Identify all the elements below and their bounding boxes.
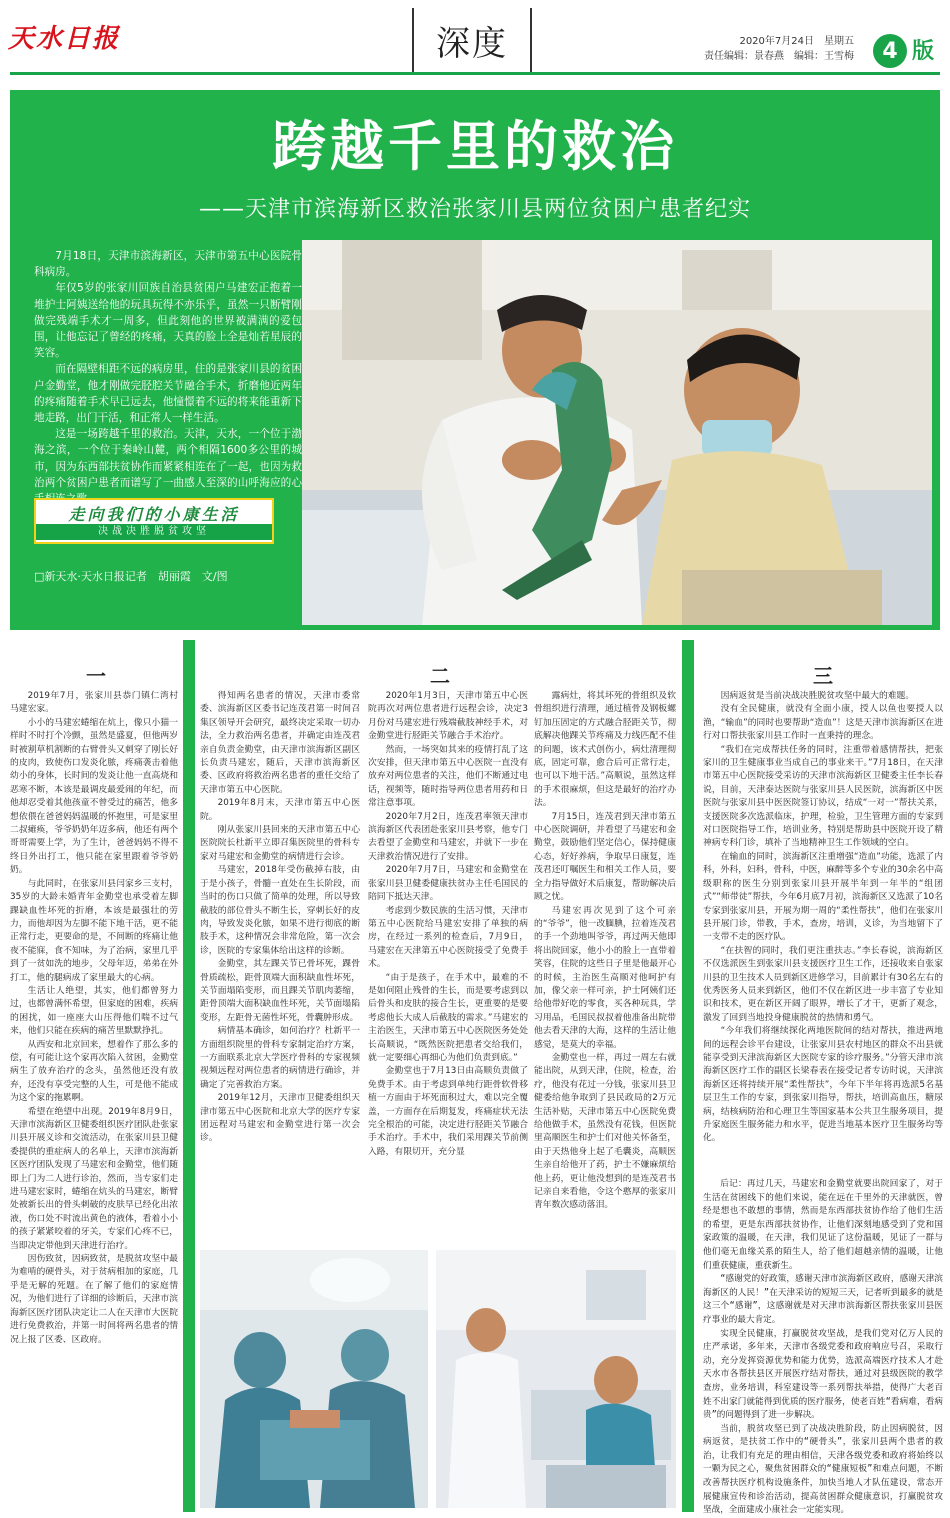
paragraph: 7月15日，连茂君到天津市第五中心医院调研，并看望了马建宏和金勤堂，鼓励他们坚定信心，保持健康心态，好好养病，争取早日康复，连茂君还叮嘱医生和相关工作人员，要全力指导做好术后康复，帮助解决后顾之忧。 bbox=[534, 811, 676, 903]
article-column-1 bbox=[10, 690, 178, 1510]
paragraph: 考虑到少数民族的生活习惯，天津市第五中心医院给马建宏安排了单独的病房，在经过一系列的检查后，7月9日，马建宏在天津第五中心医院接受了免费手术。 bbox=[368, 905, 528, 970]
masthead bbox=[8, 22, 208, 56]
paragraph: 2019年12月，天津市卫健委组织天津市第五中心医院和北京大学的医疗专家团远程对马建宏和金勤堂进行第一次会诊。 bbox=[200, 1093, 360, 1144]
header-meta bbox=[704, 34, 854, 64]
subheadline: ——天津市滨海新区救治张家川县两位贫困户患者纪实 bbox=[198, 197, 751, 222]
paragraph: 金勤堂也一样，再过一周左右就能出院，从到天津，住院，检查，治疗，他没有花过一分钱，张家川县卫健委给他争取到了县民政局的2万元生活补贴，天津市第五中心医院免费给他做手术，虽然没有花钱，但医院里高顺医生和护士们对他关怀备至，由于天热他身上起了毛囊炎，高顺医生亲自给他开了药，护士不嫌麻烦给他上药，更让他没想到的是连茂君书记亲自来看他，令这个憨厚的张家川青年数次感动落泪。 bbox=[534, 1052, 676, 1211]
paragraph: 2020年7月7日，马建宏和金勤堂在张家川县卫健委健康扶贫办主任毛国民的陪同下抵达天津。 bbox=[368, 865, 528, 903]
page-number-badge: 4 bbox=[873, 34, 907, 68]
paragraph: 2020年7月2日，连茂君率领天津市滨海新区代表团赴张家川县考察，他专门去看望了金勤堂和马建宏，并就下一步在天津救治情况进行了安排。 bbox=[368, 811, 528, 862]
banner-slogan: 走向我们的小康生活 bbox=[68, 505, 240, 524]
intro-paragraph: 年仅5岁的张家川回族自治县贫困户马建宏正抱着一堆护士阿姨送给他的玩具玩得不亦乐乎，虽然一只断臂刚做完残端手术才一周多，但此刻他的世界被满满的爱包围，让他忘记了曾经的疼痛，天真的脸上全是灿若星辰的笑容。 bbox=[34, 282, 302, 360]
afterword bbox=[703, 1178, 943, 1516]
header-divider bbox=[10, 72, 940, 75]
paragraph: 因病返贫是当前决战决胜脱贫攻坚中最大的难题。 bbox=[720, 691, 915, 701]
campaign-banner bbox=[34, 498, 274, 544]
afterword-paragraph: “感谢党的好政策，感谢天津市滨海新区政府，感谢天津滨海新区的人民！”在天津采访的短短三天，记者听到最多的就是这三个“感谢”，这感谢就是对天津市滨海新区帮扶张家川县医疗事业的最大肯定。 bbox=[703, 1274, 943, 1325]
headline: 跨越千里的救治 bbox=[272, 114, 678, 178]
paragraph: 因伤致贫，因病致贫，是脱贫攻坚中最为难啃的硬骨头，对于贫病相加的家庭，几乎是无解的死题。在了解了他们的家庭情况，为他们进行了详细的诊断后，天津市滨海新区医疗团队决定让二人在天津市大医院进行免费救治，并第一时间将两名患者的情况上报了区委、区政府。 bbox=[10, 1254, 178, 1345]
paragraph: 生活让人绝望，其实，他们都曾努力过，也都曾满怀希望，但家庭的困难，疾病的困扰，如一座座大山压得他们喘不过气来，他们只能在疾病的痛苦里默默挣扎。 bbox=[10, 985, 178, 1037]
paragraph: 马建宏再次见到了这个可亲的“爷爷”，他一改腼腆，拉着连茂君的手一个劲地叫爷爷，再过两天他即将出院回家，他小小的脸上一直带着笑容，住院的这些日子里是他最开心的时候，主治医生高顺对他呵护有加，像父亲一样可亲，护士阿姨们还给他带好吃的零食，买各种玩具，学习用品，毛国民叔叔着他准备出院带他去看天津的大海，这样的生活让他感觉，是莫大的幸福。 bbox=[534, 905, 676, 1050]
paragraph: 露病灶，将其坏死的骨组织及软骨组织进行清理，通过植骨及钢板螺钉加压固定的方式融合胫距关节，彻底解决他踝关节疼痛及力线匹配不佳的问题，该术式创伤小，病灶清理彻底，固定可靠，愈合后可正常行走，也可以下地干活。”高顺说，虽然这样的手术很麻烦，但这是最好的治疗办法。 bbox=[534, 691, 676, 809]
intro-paragraph: 这是一场跨越千里的救治。天津，天水，一个位于渤海之滨，一个位于秦岭山麓，两个相隔1600多公里的城市，因为东西部扶贫协作而紧紧相连在了一起，也因为救治两个贫困户患者而谱写了一曲感人至深的山呼海应的心 bbox=[34, 428, 302, 489]
column-divider bbox=[682, 640, 694, 1512]
article-column-2 bbox=[200, 690, 360, 1240]
paragraph: 得知两名患者的情况，天津市委常委、滨海新区区委书记连茂君第一时间召集区领导开会研究，最终决定采取一切办法，全力救治两名患者，并确定由连茂君亲自负责金勤堂，由天津市滨海新区副区长负责马建宏，随后，天津市滨海新区委、区政府将救治两名患者的重任交给了天津市第五中心医院。 bbox=[200, 691, 360, 795]
paragraph: 在输血的同时，滨海新区注重增强“造血”功能，选派了内科，外科，妇科，骨科，中医，麻醉等多个专业的30余名中高级职称的医生分别到张家川县开展半年到一年半的“组团式”“师带徒”帮扶，今年6月底7月初，滨海新区又选派了10名专家到张家川县，开展为期一周的“柔性帮扶”，他们在张家川县开展门诊，带教，手术，查房，培训，义诊，为当地留下了一支带不走的医疗队。 bbox=[703, 851, 943, 943]
main-photo bbox=[302, 240, 932, 625]
paragraph: “在扶智的同时，我们更注重扶志。”李长春说，滨海新区不仅选派医生到张家川县支援医疗卫生工作，还接收来自张家川县的卫生技术人员到新区进修学习，目前累计有30名左右的优秀医务人员来到新区，他们不仅在新区进一步丰富了专业知识和技术，更在新区开阔了眼界，增长了才干，更新了观念，激发了回到当地投身健康脱贫的热情和勇气。 bbox=[703, 945, 943, 1023]
surgery-photo bbox=[200, 1250, 428, 1508]
paragraph: “我们在完成帮扶任务的同时，注重带着感情帮扶，把张家川的卫生健康事业当成自己的事业来干。”7月18日，在天津市第五中心医院接受采访的天津市滨海新区卫健委主任李长春说，目前，天津泰达医院与张家川县人民医院，滨海新区中医医院与张家川县中医医院签订协议，结成“一对一”帮扶关系，支援医院多次选派临床，护理，检验，卫生管理方面的专家到对口医院指导工作，培训业务，特别是帮助县中医院开设了精神病专科门诊，填补了当地精神卫生工作领域的空白。 bbox=[703, 744, 943, 849]
intro-paragraph: 7月18日，天津市滨海新区，天津市第五中心医院骨科病房。 bbox=[34, 250, 302, 279]
section-heading-3: 三 bbox=[813, 664, 833, 688]
section-label-box bbox=[412, 8, 532, 72]
section-heading-1: 一 bbox=[86, 664, 106, 688]
article-column-3 bbox=[368, 690, 528, 1240]
intro-text bbox=[34, 248, 302, 507]
paragraph: 金勤堂也于7月13日由高顺负责做了免费手术。由于考虑到单纯行距骨软骨移植一方面由于坏死面积过大，难以完全覆盖，一方面存在后期复发，疼痛症状无法完全根治的可能，决定进行胫距关节融合手术治疗。手术中，我们采用踝关节前侧入路，有限切开，充分显 bbox=[368, 1066, 528, 1157]
paragraph: 希望在绝望中出现。2019年8月9日，天津市滨海新区卫健委组织医疗团队赴张家川县开展义诊和交流活动，在张家川县卫健委提供的重症病人的名单上，天津市滨海新区医疗团队发现了马建宏和金勤堂，他们随即上门为二人进行诊治，然而，当专家们走进马建宏家时，蜷缩在炕头的马建宏，断臂处被新长出的骨头刺破的皮肤早已经化出浓液，伤口处不时流出黄色的液体，看着小小的孩子紧紧咬着的牙关，专家们心疼不已，当即决定带他到天津进行治疗。 bbox=[10, 1106, 178, 1251]
afterword-paragraph: 后记：再过几天，马建宏和金勤堂就要出院回家了，对于生活在贫困线下的他们来说，能在远在千里外的天津就医，曾经是想也不敢想的事情，然而是东西部扶贫协作给了他们生活的希望，更是东西部扶贫协作，让他们深刻地感受到了党和国家政策的温暖，在天津，我们见证了这份温暖，见证了一群与他们毫无血缘关系的陌生人，给了他们超越亲情的温暖，让他们重获健康，重获新生。 bbox=[703, 1179, 943, 1271]
paragraph: 没有全民健康，就没有全面小康，授人以鱼也要授人以渔，“输血”的同时也要帮助“造血”！这是天津市滨海新区在进行对口帮扶张家川县工作时一直秉持的理念。 bbox=[703, 704, 943, 742]
paragraph: 病情基本确诊，如何治疗？杜新平一方面组织院里的骨科专家制定治疗方案，一方面联系北京大学医疗骨科的专家视频视频远程对两位患者的病情进行确诊，并确定了完善救治方案。 bbox=[200, 1026, 360, 1090]
section-heading-2: 二 bbox=[430, 664, 450, 688]
surgery-photo-illustration bbox=[200, 1250, 428, 1508]
afterword-paragraph: 当前，脱贫攻坚已到了决战决胜阶段，防止因病脱贫，因病返贫，是扶贫工作中的“硬骨头”，张家川县两个患者的救治，让我们有充足的理由相信，天津各级党委和政府将始终以一颗为民之心，聚焦贫困群众的“健康短板”和难点问题，不断改善帮扶医疗机构设施条件，加快当地人才队伍建设，常态开展健康宣传和诊治活动，提高贫困群众健康意识，打赢脱贫攻坚战，全面建成小康社会一定能实现。 bbox=[703, 1423, 943, 1516]
banner-subslogan: 决战决胜脱贫攻坚 bbox=[36, 524, 272, 540]
masthead-logo: 天水日报 bbox=[8, 24, 121, 54]
paragraph: 2019年7月，张家川县恭门镇仁湾村马建宏家。 bbox=[10, 691, 178, 715]
paragraph: 与此同时，在张家川县闫家乡三支村，35岁的大龄未婚青年金勤堂也承受着左脚踝缺血性坏死的折磨，本该是最强壮的劳力，而他却因为左脚不能下地干活，更不能正常行走，更要命的是，不间断的疼痛让他夜不能寐，食不知味，为了治病，家里几乎到了一贫如洗的地步，父母年迈，弟弟在外打工，他的腿病成了家里最大的心病。 bbox=[10, 878, 178, 983]
paragraph: 金勤堂，其左踝关节已骨坏死，踝骨骨质疏松，距骨顶端大面积缺血性坏死，关节面塌陷变形，而且踝关节肌肉萎缩，距骨顶端大面积缺血性坏死，关节面塌陷变形，左距骨无菌性坏死，骨囊肿形成。 bbox=[200, 959, 360, 1023]
page-label: 版 bbox=[912, 38, 935, 64]
paragraph: 小小的马建宏蜷缩在炕上，像只小猫一样时不时打个冷颤，虽然是盛夏，但他两岁时被割草机割断的右臂骨头又刺穿了刚长好的皮肉，致使伤口发炎化脓，疼痛袭击着他幼小的身体，长时间的发炎让他一直高烧和恶寒不断，本该是最调皮最爱闹的年纪，而他却忍受着其他孩童不曾受过的痛苦，他多想依偎在爸爸妈妈温暖的怀抱里，可是家里二叔瘫痪，爷爷奶奶年迈多病，他还有两个哥哥需要上学，为了生计，爸爸妈妈不得不终日外出打工，他只能在家里跟着爷爷奶奶。 bbox=[10, 717, 178, 876]
intro-paragraph: 而在隔壁相距不远的病房里，住的是张家川县的贫困户金勤堂，他才刚做完胫腔关节融合手术，折磨他近两年的疼痛随着手术早已远去，他憧憬着不远的将来能重新下地走路，出门干活，和正常人一样生活。 bbox=[34, 363, 302, 425]
issue-date: 2020年7月24日 星期五 bbox=[739, 36, 854, 47]
paragraph: 2019年8月末，天津市第五中心医院。 bbox=[200, 798, 360, 822]
column-divider bbox=[183, 640, 195, 1512]
byline: □新天水·天水日报记者 胡丽霞 文/图 bbox=[34, 570, 228, 583]
paragraph: 从西安和北京回来，想着作了那么多的偿，有可能让这个家再次陷入贫困，金勤堂病生了放弃治疗的念头，虽然他还没有放弃，还没有享受完整的人生，可是他不能成为这个家的拖累啊。 bbox=[10, 1039, 178, 1104]
paragraph: “今年我们将继续探化两地医院间的结对帮扶，推进两地间的远程会诊平台建设，让张家川县农村地区的群众不出县就能享受到天津滨海新区大医院专家的诊疗服务。”分管天津市滨海新区医疗工作的副区长梁春表在接受记者专访时说，天津滨海新区还将持续开展“柔性帮扶”，今年下半年将再选派5名基层卫生工作的专家，到张家川指导，帮扶，培训高血压，糖尿病，结核病防治和心理卫生等国家基本公共卫生服务项目，提升家庭医生服务能力和水平，促进当地基本医疗卫生服务均等化。 bbox=[703, 1026, 943, 1144]
hero-panel bbox=[10, 90, 940, 630]
paragraph: 2020年1月3日，天津市第五中心医院再次对两位患者进行远程会诊，决定3月份对马建宏进行残端截肢神经手术，对金勤堂进行胫距关节融合手术治疗。 bbox=[368, 691, 528, 742]
main-photo-illustration bbox=[302, 240, 932, 625]
article-column-5 bbox=[703, 690, 943, 1172]
paragraph: 刚从张家川县回来的天津市第五中心医院院长杜新平立即召集医院里的骨科专家对马建宏和金勤堂的病情进行会诊。 bbox=[200, 825, 360, 862]
paragraph: 马建宏，2018年受伤截掉右肢，由于是小孩子，骨髓一直处在生长阶段，而当时的伤口只做了简单的处理，所以导致截肢的部位骨头不断生长，穿刺长好的皮肉，导致发炎化脓，如果不进行彻底的断肢手术，这种情况会非常危险，第一次会诊，医院的专家集体给出这样的诊断。 bbox=[200, 865, 360, 956]
hospital-ward-photo-illustration bbox=[436, 1250, 676, 1508]
section-label: 深度 bbox=[436, 23, 508, 64]
paragraph: “由于是孩子，在手术中，最难的不是如何阻止残骨的生长，而是要考虑到以后骨头和皮肤的接合生长，更重要的是要考虑他长大成人后截肢的需求。”马建宏的主治医生，天津市第五中心医院医务处处长高顺说，“既然医院把患者交给我们，就一定要细心再细心为他们负责到底。” bbox=[368, 972, 528, 1063]
paragraph: 然而，一场突如其来的疫情打乱了这次安排，但天津市第五中心医院一直没有放弃对两位患者的关注，他们不断通过电话，视频等，随时指导两位患者用药和日常注意事项。 bbox=[368, 744, 528, 809]
afterword-paragraph: 实现全民健康，打赢脱贫攻坚战，是我们党对亿万人民的庄严承诺，多年来，天津市各级党委和政府响应号召，采取行动，充分发挥资源优势和能力优势，选派高端医疗技术人才赴天水市各帮扶县区开展医疗结对帮扶，通过对县级医院的教学查房，业务培训，科室建设等一系列帮扶举措，使得广大老百姓不出家门就能得到优质的医疗服务，使老百姓“看病难，看病贵”的问题得到了进一步解决。 bbox=[703, 1328, 943, 1421]
hospital-ward-photo bbox=[436, 1250, 676, 1508]
article-column-4 bbox=[534, 690, 676, 1240]
editors-line: 责任编辑：景春燕 编辑：王雪梅 bbox=[704, 51, 854, 62]
